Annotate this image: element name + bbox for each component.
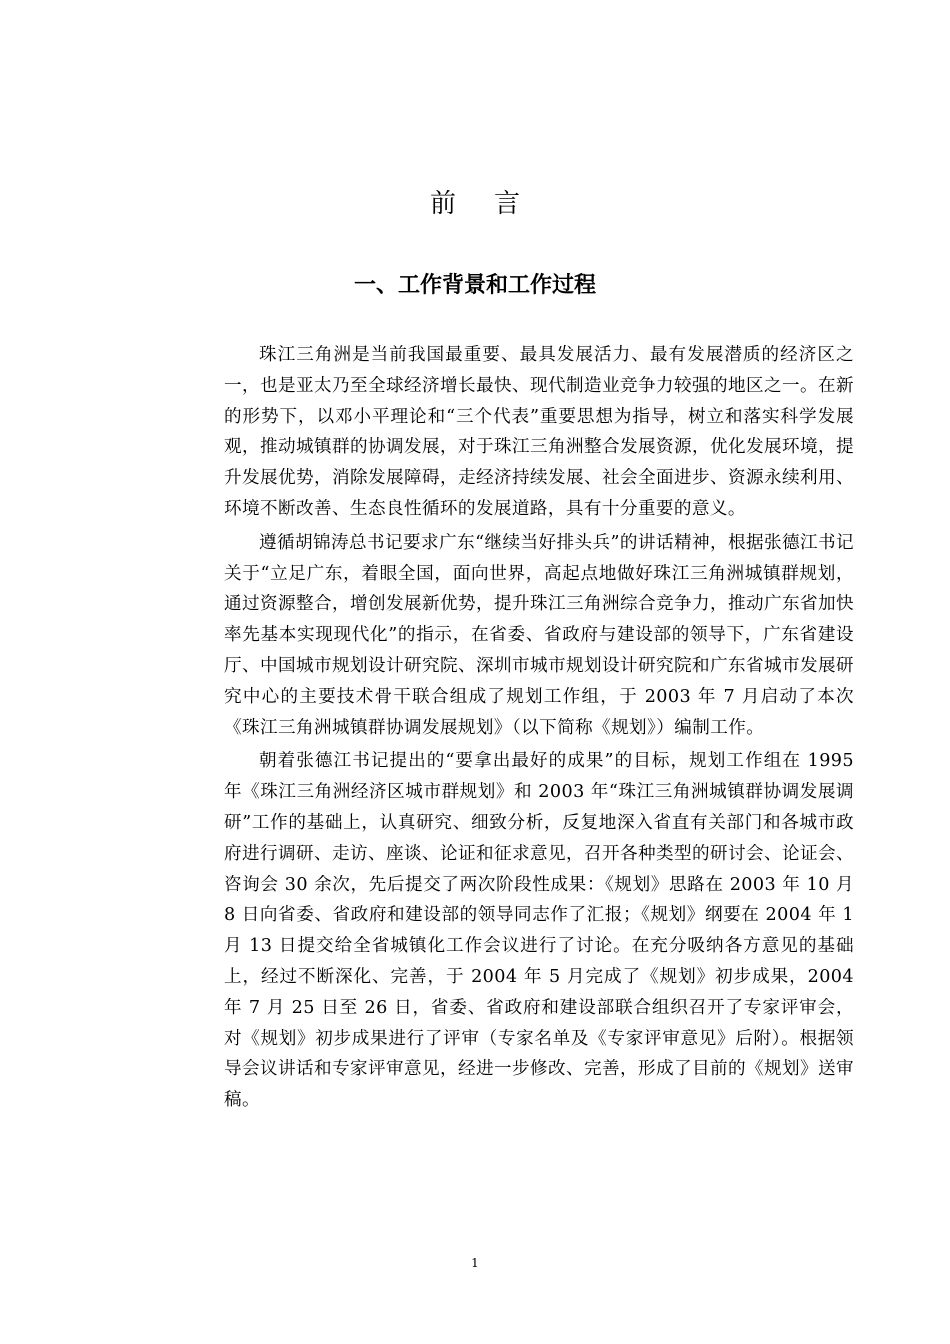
body-text: [224, 340, 854, 1119]
paragraph-process: 朝着张德江书记提出的“要拿出最好的成果”的目标，规划工作组在 1995 年《珠江三角洲经济区城市群规划》和 2003 年“珠江三角洲城镇群协调发展调研”工作的基础上，认真研究、细致分析，反复地深入省直有关部门和各城市政府进行调研、走访、座谈、论证和征求意见，召开各种类型的研讨会、论证会、咨询会 30 余次，先后提交了两次阶段性成果：《规划》思路在 2003 年 10 月 8 日向省委、省政府和建设部的领导同志作了汇报；《规划》纲要在 2004 年 1 月 13 日提交给全省城镇化工作会议进行了讨论。在充分吸纳各方意见的基础上，经过不断深化、完善，于 2004 年 5 月完成了《规划》初步成果，2004 年 7 月 25 日至 26 日，省委、省政府和建设部联合组织召开了专家评审会，对《规划》初步成果进行了评审（专家名单及《专家评审意见》后附）。根据领导会议讲话和专家评审意见，经进一步修改、完善，形成了目前的《规划》送审稿。: [224, 751, 854, 1111]
paragraph-guidance: 遵循胡锦涛总书记要求广东“继续当好排头兵”的讲话精神，根据张德江书记关于“立足广东，着眼全国，面向世界，高起点地做好珠江三角洲城镇群规划，通过资源整合，增创发展新优势，提升珠江三角洲综合竞争力，推动广东省加快率先基本实现现代化”的指示，在省委、省政府与建设部的领导下，广东省建设厅、中国城市规划设计研究院、深圳市城市规划设计研究院和广东省城市发展研究中心的主要技术骨干联合组成了规划工作组，于 2003 年 7 月启动了本次《珠江三角洲城镇群协调发展规划》（以下简称《规划》）编制工作。: [224, 532, 854, 738]
page-number: 1: [471, 1256, 479, 1270]
preface-title: 前言: [429, 189, 558, 219]
paragraph-background: 珠江三角洲是当前我国最重要、最具发展活力、最有发展潜质的经济区之一，也是亚太乃至全球经济增长最快、现代制造业竞争力较强的地区之一。在新的形势下，以邓小平理论和“三个代表”重要思想为指导，树立和落实科学发展观，推动城镇群的协调发展，对于珠江三角洲整合发展资源，优化发展环境，提升发展优势，消除发展障碍，走经济持续发展、社会全面进步、资源永续利用、环境不断改善、生态良性循环的发展道路，具有十分重要的意义。: [224, 345, 854, 519]
section-heading: 一、工作背景和工作过程: [353, 272, 596, 298]
